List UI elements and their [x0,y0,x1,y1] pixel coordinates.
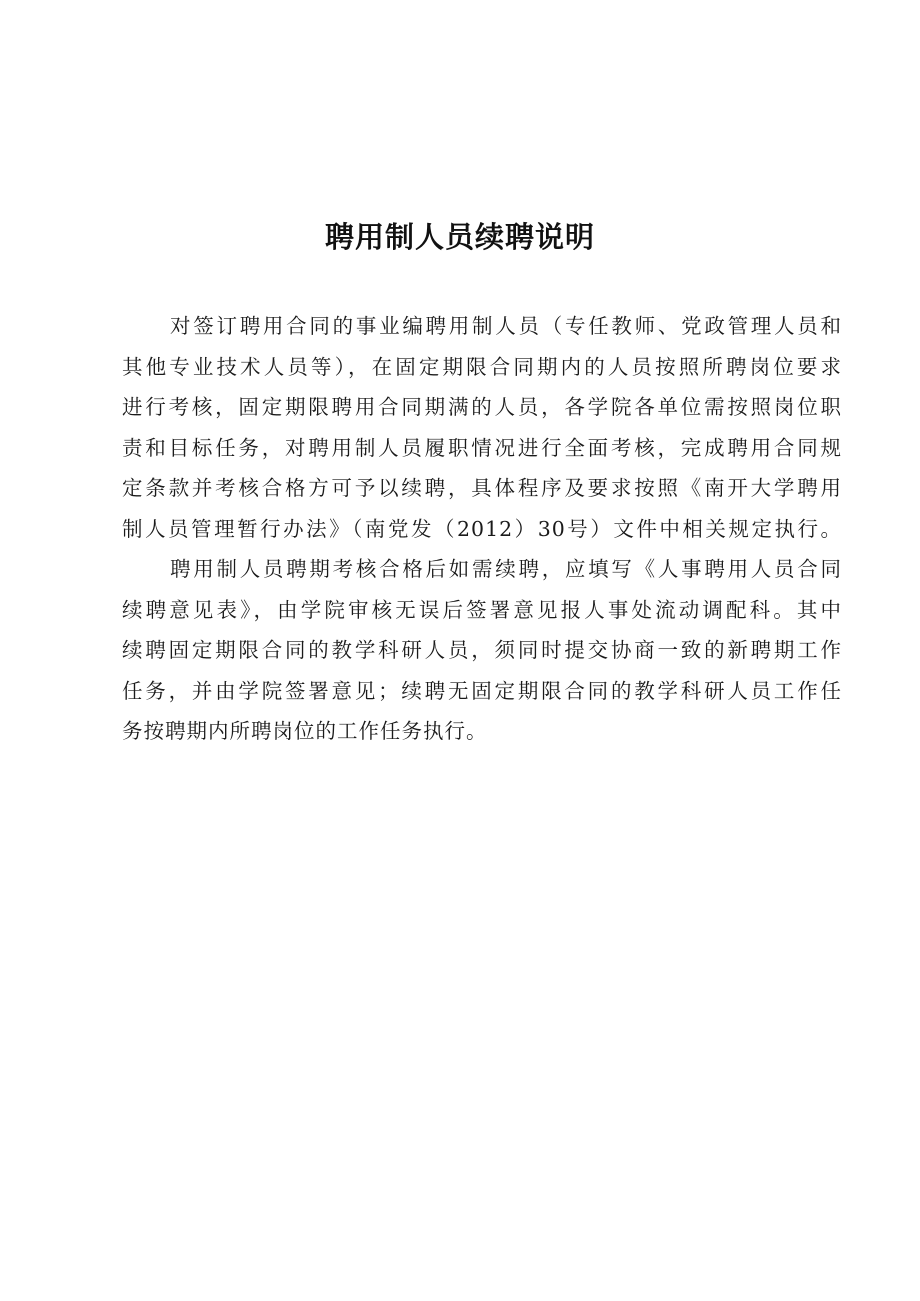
paragraph-line: 制人员管理暂行办法》（南党发（2012）30号）文件中相关规定执行。 [122,516,842,541]
paragraph-1 [122,306,842,549]
paragraph-line: 务按聘期内所聘岗位的工作任务执行。 [122,719,488,743]
paragraph-line: 续聘意见表》，由学院审核无误后签署意见报人事处流动调配科。其中 [122,597,842,622]
document-title: 聘用制人员续聘说明 [324,220,595,254]
paragraph-line: 责和目标任务，对聘用制人员履职情况进行全面考核，完成聘用合同规 [122,435,842,460]
paragraph-line: 任务，并由学院签署意见；续聘无固定期限合同的教学科研人员工作任 [122,678,842,703]
paragraph-line: 聘用制人员聘期考核合格后如需续聘，应填写《人事聘用人员合同 [170,557,842,581]
paragraph-line: 其他专业技术人员等），在固定期限合同期内的人员按照所聘岗位要求 [122,354,842,379]
paragraph-2 [122,549,842,752]
paragraph-line: 定条款并考核合格方可予以续聘，具体程序及要求按照《南开大学聘用 [122,476,842,500]
document-body [122,306,842,752]
paragraph-line: 进行考核，固定期限聘用合同期满的人员，各学院各单位需按照岗位职 [122,395,842,419]
paragraph-line: 对签订聘用合同的事业编聘用制人员（专任教师、党政管理人员和 [170,314,842,338]
paragraph-line: 续聘固定期限合同的教学科研人员，须同时提交协商一致的新聘期工作 [122,638,842,662]
